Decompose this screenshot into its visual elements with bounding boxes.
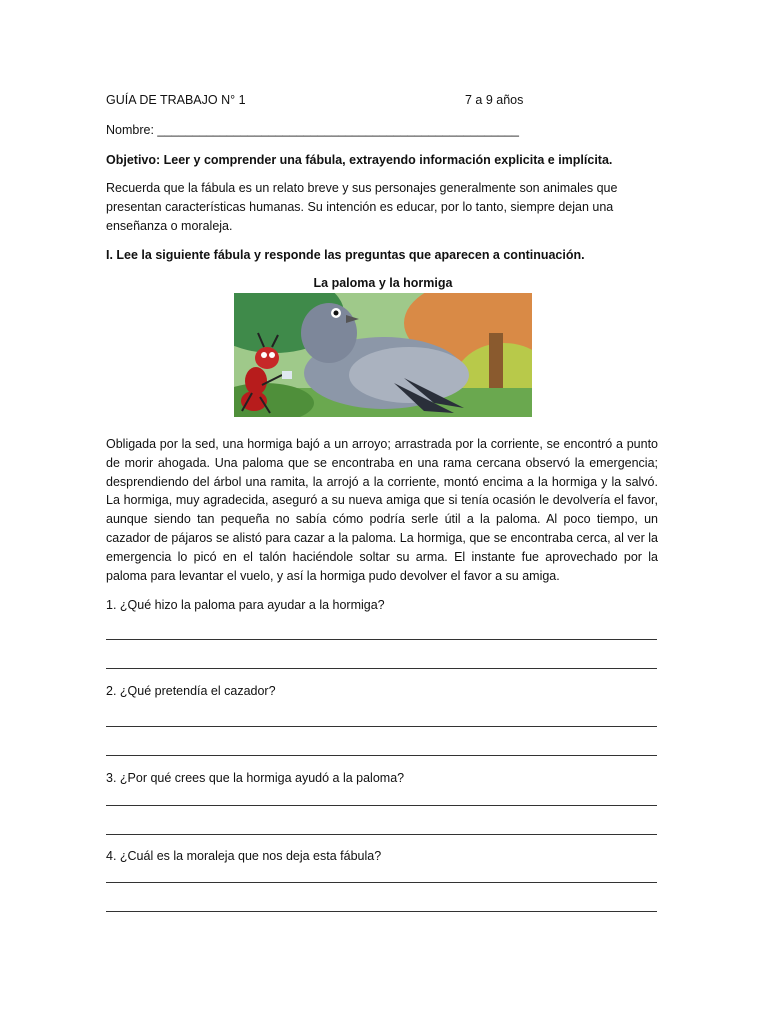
answer-line-3b[interactable]: [106, 834, 657, 835]
worksheet-title: GUÍA DE TRABAJO N° 1: [106, 93, 246, 107]
intro-paragraph: Recuerda que la fábula es un relato breve y sus personajes generalmente son animales que presentan características humanas. Su intención es educar, por lo tanto, siempre dejan una enseñanza o moraleja.: [106, 181, 618, 233]
name-row: [106, 121, 519, 140]
name-line: ____________________________________________________: [157, 123, 519, 137]
age-range: 7 a 9 años: [465, 93, 524, 107]
answer-line-4b[interactable]: [106, 911, 657, 912]
question-2: 2. ¿Qué pretendía el cazador?: [106, 684, 276, 698]
instruction: I. Lee la siguiente fábula y responde las preguntas que aparecen a continuación.: [106, 248, 585, 262]
question-1: 1. ¿Qué hizo la paloma para ayudar a la hormiga?: [106, 598, 385, 612]
answer-line-2b[interactable]: [106, 755, 657, 756]
pigeon-and-ant-picture: [234, 293, 532, 417]
answer-line-1b[interactable]: [106, 668, 657, 669]
answer-line-4a[interactable]: [106, 882, 657, 883]
objective-label: Objetivo:: [106, 153, 161, 167]
answer-line-2a[interactable]: [106, 726, 657, 727]
objective: [106, 151, 612, 170]
question-4: 4. ¿Cuál es la moraleja que nos deja esta fábula?: [106, 849, 382, 863]
answer-line-1a[interactable]: [106, 639, 657, 640]
name-label: Nombre:: [106, 123, 158, 137]
fable-text: Obligada por la sed, una hormiga bajó a un arroyo; arrastrada por la corriente, se encontró a punto de morir ahogada. Una paloma que se encontraba en una rama cercana observó la emergencia; desprendiendo del árbol una ramita, la arrojó a la corriente, montó encima a la hormiga y la salvó. La hormiga, muy agradecida, aseguró a su nueva amiga que si tenía ocasión le devolvería el favor, aunque siendo tan pequeña no sabía cómo podría serle útil a la paloma. Al poco tiempo, un cazador de pájaros se alistó para cazar a la paloma. La hormiga, que se encontraba cerca, al ver la emergencia lo picó en el talón haciéndole soltar su arma. El instante fue aprovechado por la paloma para levantar el vuelo, y así la hormiga pudo devolver el favor a su amiga.: [106, 437, 658, 583]
objective-text: Leer y comprender una fábula, extrayendo información explicita e implícita.: [160, 153, 613, 167]
figure-title: La paloma y la hormiga: [313, 276, 453, 290]
question-3: 3. ¿Por qué crees que la hormiga ayudó a la paloma?: [106, 771, 405, 785]
fable-illustration: [234, 293, 532, 417]
answer-line-3a[interactable]: [106, 805, 657, 806]
